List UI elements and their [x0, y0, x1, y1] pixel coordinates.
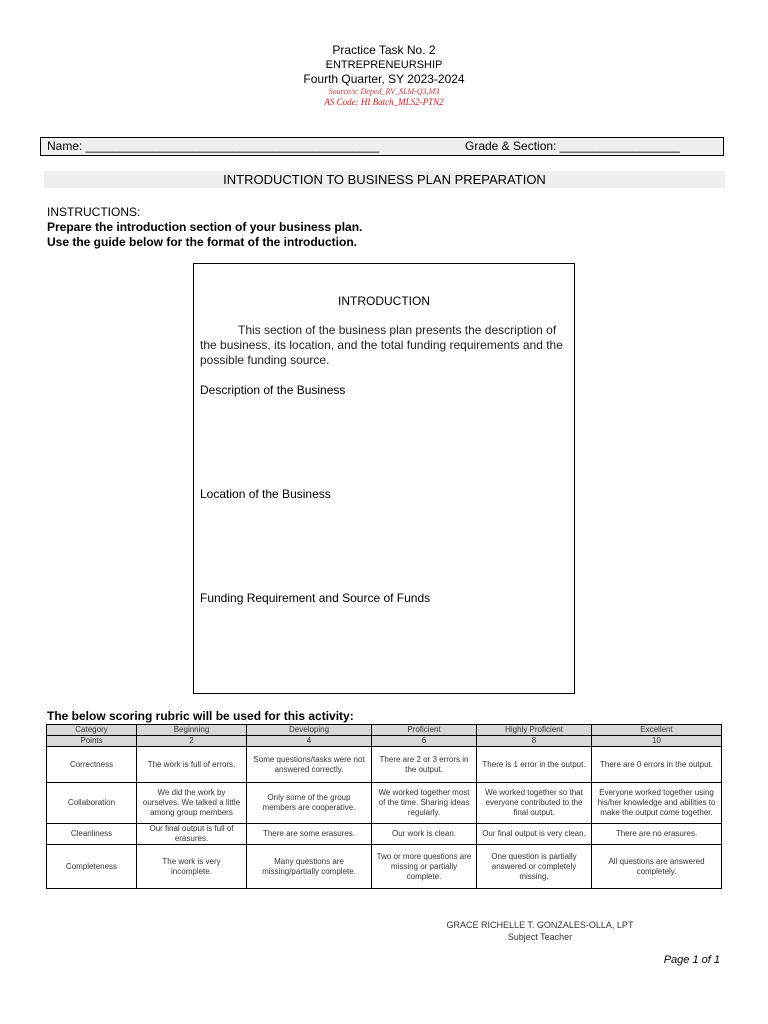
rubric-cell: We did the work by ourselves. We talked a little among group members [137, 783, 247, 824]
rubric-points-cell: 10 [592, 736, 722, 747]
page-title: INTRODUCTION TO BUSINESS PLAN PREPARATION [44, 171, 725, 188]
rubric-cell: All questions are answered completely. [592, 845, 722, 889]
task-number: Practice Task No. 2 [332, 43, 436, 57]
rubric-cell: One question is partially answered or completely missing. [477, 845, 592, 889]
rubric-header-cell: Excellent [592, 725, 722, 736]
rubric-cell: Many questions are missing/partially complete. [247, 845, 372, 889]
rubric-cell: Everyone worked together using his/her knowledge and abilities to make the output come together. [592, 783, 722, 824]
rubric-points-row [47, 736, 722, 747]
table-row [47, 824, 722, 845]
rubric-category-cell: Cleanliness [47, 824, 137, 845]
signature-block [430, 919, 650, 943]
teacher-name: GRACE RICHELLE T. GONZALES-OLLA, LPT [446, 920, 634, 930]
page-number: Page 1 of 1 [663, 954, 720, 966]
grade-section-field[interactable]: Grade & Section: __________________ [465, 139, 680, 153]
instruction-line-1: Prepare the introduction section of your business plan. [47, 220, 363, 234]
instruction-line-2: Use the guide below for the format of the introduction. [47, 235, 357, 249]
rubric-cell: The work is full of errors. [137, 747, 247, 783]
rubric-points-cell: 4 [247, 736, 372, 747]
rubric-cell: Two or more questions are missing or partially complete. [372, 845, 477, 889]
document-header [0, 43, 768, 108]
rubric-cell: Our work is clean. [372, 824, 477, 845]
scoring-rubric-table [46, 724, 722, 889]
rubric-category-cell: Correctness [47, 747, 137, 783]
rubric-cell: The work is very incomplete. [137, 845, 247, 889]
rubric-cell: We worked together so that everyone contributed to the final output. [477, 783, 592, 824]
as-code-line: AS Code: HI Batch_MLS2-PTN2 [324, 97, 444, 107]
instructions-heading: INSTRUCTIONS: [47, 205, 141, 219]
rubric-header-cell: Developing [247, 725, 372, 736]
location-heading: Location of the Business [200, 487, 331, 501]
rubric-cell: There are no erasures. [592, 824, 722, 845]
table-row [47, 845, 722, 889]
rubric-cell: Our final output is very clean. [477, 824, 592, 845]
teacher-role: Subject Teacher [507, 932, 573, 942]
funding-heading: Funding Requirement and Source of Funds [200, 591, 431, 605]
rubric-category-cell: Collaboration [47, 783, 137, 824]
rubric-category-cell: Completeness [47, 845, 137, 889]
table-row [47, 747, 722, 783]
rubric-points-cell: 2 [137, 736, 247, 747]
rubric-caption: The below scoring rubric will be used for this activity: [47, 709, 354, 723]
rubric-cell: There are some erasures. [247, 824, 372, 845]
rubric-header-row [47, 725, 722, 736]
rubric-points-cell: Points [47, 736, 137, 747]
instructions-block [47, 205, 362, 250]
rubric-cell: We worked together most of the time. Sharing ideas regularly. [372, 783, 477, 824]
rubric-header-cell: Proficient [372, 725, 477, 736]
rubric-cell: Our final output is full of erasures. [137, 824, 247, 845]
name-field[interactable]: Name: ____________________________________________ [47, 139, 380, 153]
rubric-header-cell: Highly Proficient [477, 725, 592, 736]
introduction-title: INTRODUCTION [338, 294, 430, 308]
rubric-points-cell: 8 [477, 736, 592, 747]
introduction-paragraph-text: This section of the business plan presents the description of the business, its location, and the total funding requirements and the possible funding source. [200, 323, 563, 367]
rubric-cell: Only some of the group members are cooperative. [247, 783, 372, 824]
subject-title: ENTREPRENEURSHIP [325, 59, 443, 71]
rubric-cell: There are 0 errors in the output. [592, 747, 722, 783]
quarter-line: Fourth Quarter, SY 2023-2024 [303, 72, 465, 86]
introduction-template-box [193, 263, 575, 694]
rubric-cell: There are 2 or 3 errors in the output. [372, 747, 477, 783]
rubric-cell: Some questions/tasks were not answered correctly. [247, 747, 372, 783]
rubric-header-cell: Category [47, 725, 137, 736]
description-heading: Description of the Business [200, 383, 346, 397]
rubric-points-cell: 6 [372, 736, 477, 747]
source-line: Source/s: Deped_RV_SLM-Q3,M3 [328, 87, 440, 96]
table-row [47, 783, 722, 824]
rubric-cell: There is 1 error in the output. [477, 747, 592, 783]
rubric-header-cell: Beginning [137, 725, 247, 736]
name-grade-box [40, 137, 724, 156]
introduction-paragraph [200, 323, 570, 368]
